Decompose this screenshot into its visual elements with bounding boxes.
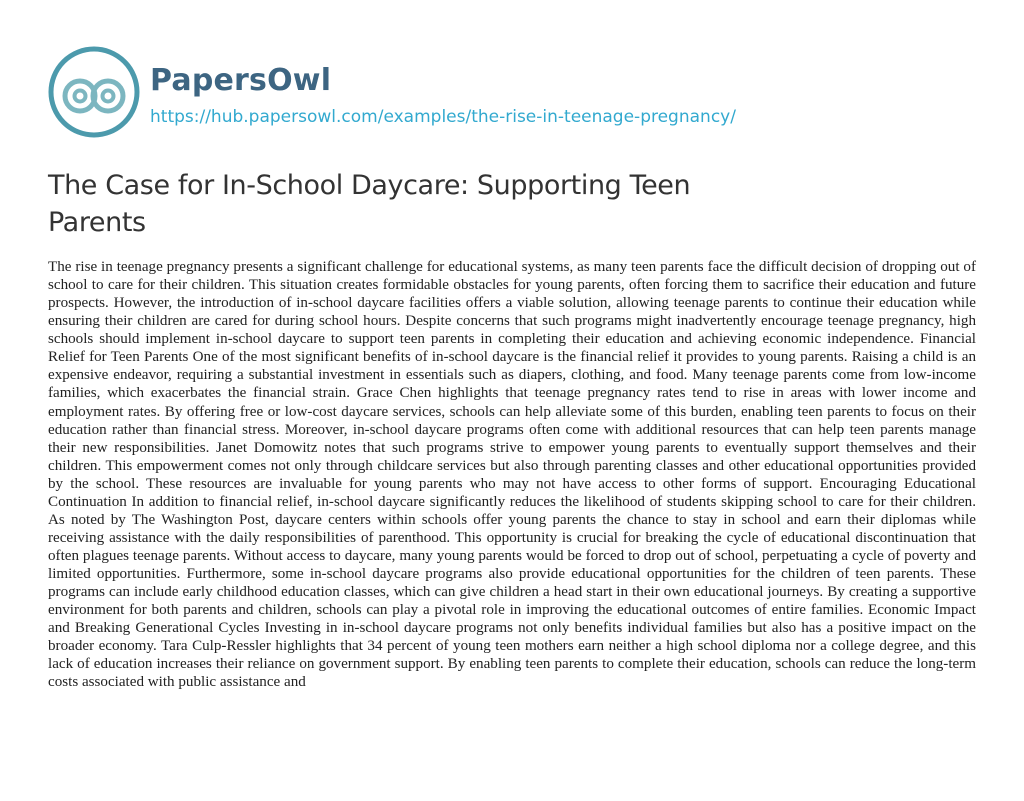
article-title: The Case for In-School Daycare: Supporting Teen Parents bbox=[48, 170, 691, 238]
site-header bbox=[48, 36, 736, 156]
owl-eyes-logo-icon bbox=[48, 46, 140, 138]
source-url-link[interactable]: https://hub.papersowl.com/examples/the-rise-in-teenage-pregnancy/ bbox=[150, 107, 736, 127]
brand-name: PapersOwl bbox=[150, 63, 332, 98]
brand-block bbox=[150, 64, 736, 128]
article-body: The rise in teenage pregnancy presents a significant challenge for educational systems, as many teen parents face the difficult decision of dropping out of school to care for their children. This situation creates formidable obstacles for young parents, often forcing them to sacrifice their education and future prospects. However, the introduction of in-school daycare facilities offers a viable solution, allowing teenage parents to continue their education while ensuring their children are cared for during school hours. Despite concerns that such programs might inadvertently encourage teenage pregnancy, high schools should implement in-school daycare to support teen parents in completing their education and achieving economic independence. Financial Relief for Teen Parents One of the most significant benefits of in-school daycare is the financial relief it provides to young parents. Raising a child is an expensive endeavor, requiring a substantial investment in essentials such as diapers, clothing, and food. Many teenage parents come from low-income families, which exacerbates the financial strain. Grace Chen highlights that teenage pregnancy rates tend to rise in areas with lower income and employment rates. By offering free or low-cost daycare services, schools can help alleviate some of this burden, enabling teen parents to focus on their education rather than financial stress. Moreover, in-school daycare programs often come with additional resources that can help teen parents manage their new responsibilities. Janet Domowitz notes that such programs strive to empower young parents to eventually support themselves and their children. This empowerment comes not only through childcare services but also through parenting classes and other educational opportunities provided by the school. These resources are invaluable for young parents who may not have access to other forms of support. Encouraging Educational Continuation In addition to financial relief, in-school daycare significantly reduces the likelihood of students skipping school to care for their children. As noted by The Washington Post, daycare centers within schools offer young parents the chance to stay in school and earn their diplomas while receiving assistance with the daily responsibilities of parenthood. This opportunity is crucial for breaking the cycle of educational discontinuation that often plagues teenage parents. Without access to daycare, many young parents would be forced to drop out of school, perpetuating a cycle of poverty and limited opportunities. Furthermore, some in-school daycare programs also provide educational opportunities for the children of teen parents. These programs can include early childhood education classes, which can give children a head start in their own educational journeys. By creating a supportive environment for both parents and children, schools can play a pivotal role in improving the educational outcomes of entire families. Economic Impact and Breaking Generational Cycles Investing in in-school daycare programs not only benefits individual families but also has a positive impact on the broader economy. Tara Culp-Ressler highlights that 34 percent of young teen mothers earn neither a high school diploma nor a college degree, and this lack of education increases their reliance on government support. By enabling teen parents to complete their education, schools can reduce the long-term costs associated with public assistance and bbox=[48, 259, 976, 691]
